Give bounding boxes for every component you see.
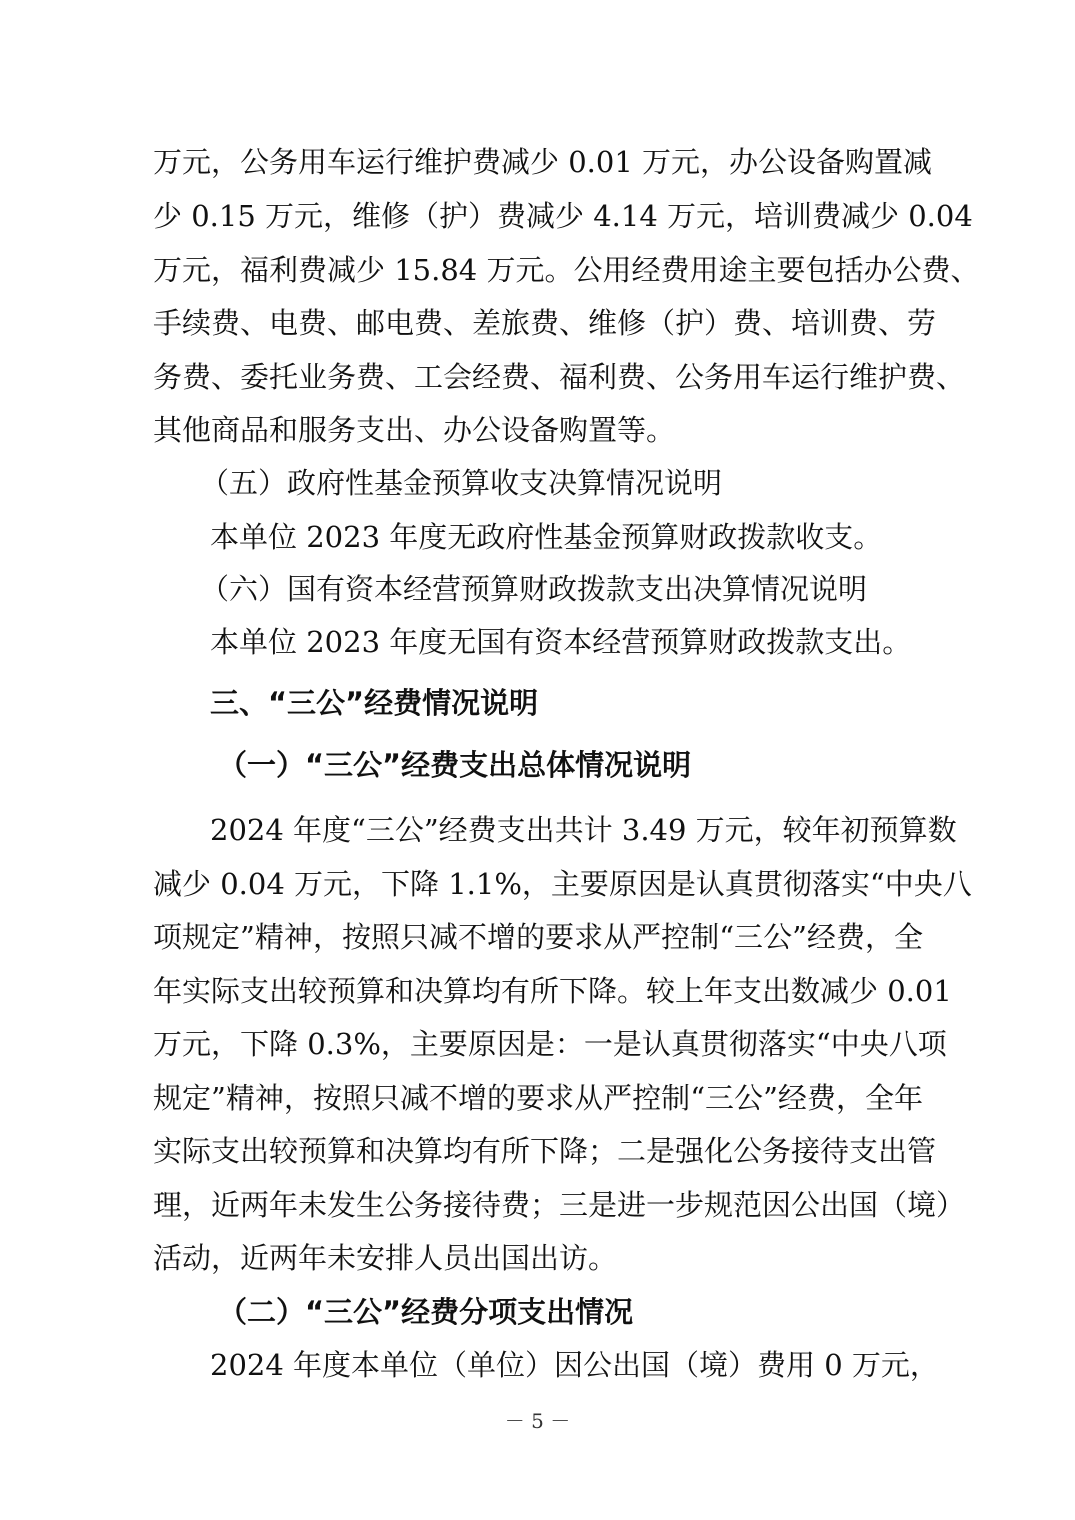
subsection-5-title: （五）政府性基金预算收支决算情况说明 — [200, 466, 723, 500]
paragraph-line: 项规定”精神，按照只减不增的要求从严控制“三公”经费，全 — [153, 920, 923, 954]
section-3-title: 三、“三公”经费情况说明 — [210, 686, 539, 720]
paragraph-line: 活动，近两年未安排人员出国出访。 — [153, 1241, 618, 1275]
paragraph-line: 实际支出较预算和决算均有所下降；二是强化公务接待支出管 — [153, 1134, 937, 1168]
subsection-6-title: （六）国有资本经营预算财政拨款支出决算情况说明 — [200, 572, 868, 606]
section-3-sub-2-title: （二）“三公”经费分项支出情况 — [218, 1295, 634, 1329]
paragraph-line: 2024 年度本单位（单位）因公出国（境）费用 0 万元， — [210, 1348, 939, 1382]
subsection-5-body: 本单位 2023 年度无政府性基金预算财政拨款收支。 — [210, 520, 883, 554]
paragraph-line: 万元，福利费减少 15.84 万元。公用经费用途主要包括办公费、 — [153, 253, 980, 287]
paragraph-line: 务费、委托业务费、工会经费、福利费、公务用车运行维护费、 — [153, 360, 966, 394]
page-number: － 5 － — [504, 1409, 571, 1433]
paragraph-line: 2024 年度“三公”经费支出共计 3.49 万元，较年初预算数 — [210, 813, 957, 847]
paragraph-line: 理，近两年未发生公务接待费；三是进一步规范因公出国（境） — [153, 1188, 966, 1222]
subsection-6-body: 本单位 2023 年度无国有资本经营预算财政拨款支出。 — [210, 625, 912, 659]
paragraph-line: 少 0.15 万元，维修（护）费减少 4.14 万元，培训费减少 0.04 — [153, 199, 973, 233]
paragraph-line: 年实际支出较预算和决算均有所下降。较上年支出数减少 0.01 — [153, 974, 952, 1008]
section-3-sub-1-title: （一）“三公”经费支出总体情况说明 — [218, 748, 692, 782]
paragraph-line: 万元，公务用车运行维护费减少 0.01 万元，办公设备购置减 — [153, 145, 933, 179]
paragraph-line: 万元，下降 0.3%，主要原因是：一是认真贯彻落实“中央八项 — [153, 1027, 947, 1061]
paragraph-line: 其他商品和服务支出、办公设备购置等。 — [153, 413, 676, 447]
paragraph-line: 规定”精神，按照只减不增的要求从严控制“三公”经费，全年 — [153, 1081, 923, 1115]
paragraph-line: 手续费、电费、邮电费、差旅费、维修（护）费、培训费、劳 — [153, 306, 937, 340]
paragraph-line: 减少 0.04 万元，下降 1.1%，主要原因是认真贯彻落实“中央八 — [153, 867, 972, 901]
